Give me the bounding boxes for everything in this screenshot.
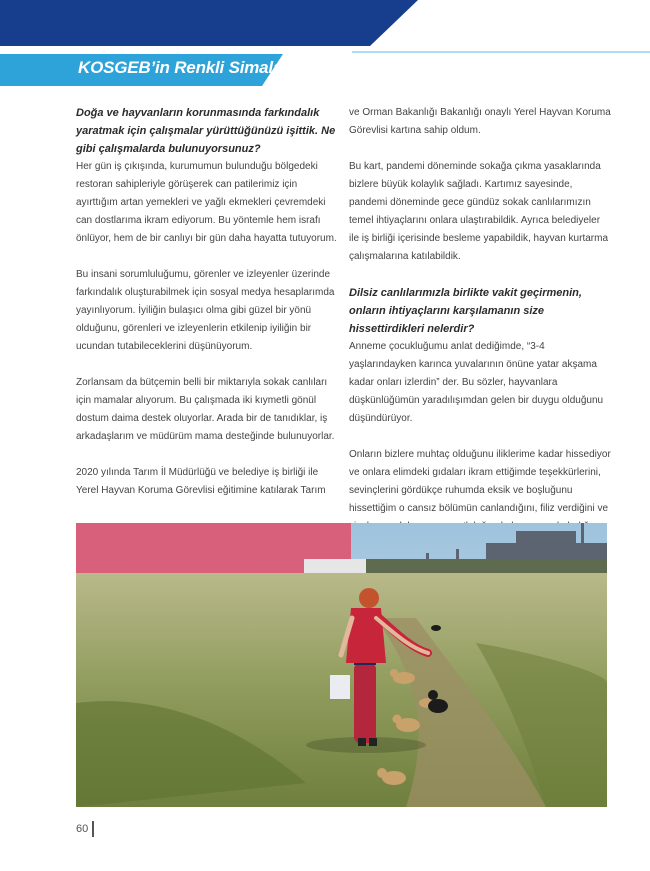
white-bag (330, 675, 350, 699)
left-column (76, 104, 338, 500)
page-number: 60 (76, 823, 89, 835)
paragraph: ve Orman Bakanlığı Bakanlığı onaylı Yerel Hayvan Koruma Görevlisi kartına sahip oldum. (349, 107, 611, 136)
header-navy-band (0, 0, 418, 46)
paragraph: Bu kart, pandemi döneminde sokağa çıkma yasaklarında bizlere büyük kolaylık sağladı. Kartımız sayesinde, pandemi döneminde gece gündüz sokak canlılarımızın temel ihtiyaçlarını onlara ulaştırabildik. Ayrıca belediyeler ile iş birliği içerisinde besleme yapabildik, hayvan kurtarma çalışmalarına katılabildik. (349, 161, 609, 262)
page-number-divider (92, 821, 94, 837)
paragraph: Onların bizlere muhtaç olduğunu iliklerime kadar hissediyor ve onlara elimdeki gıdaları ikram ettiğimde teşekkürlerini, sevinçlerini gördükçe ruhumda eksik ve boşluğunu hissettiğim o cansız bölümün canlandığını, filiz verdiğini ve (349, 449, 611, 514)
paragraph: Her gün iş çıkışında, kurumumun bulunduğu bölgedeki restoran sahipleriyle görüşerek can patilerimiz için ayırttığım artan yemekleri ve yağlı ekmekleri çevremdeki can dostlarıma ikram ediyorum. Bu yöntemle hem israfı önlüyor, hem de bir canlıyı bir gün daha hayatta tutuyorum. (76, 161, 337, 244)
question-2: Dilsiz canlılarımızla birlikte vakit geçirmenin, onların ihtiyaçlarını karşılamanın size hissettirdikleri nelerdir? (349, 287, 582, 335)
field-photo (76, 523, 607, 807)
paragraph: Bu insani sorumluluğumu, görenler ve izleyenler üzerinde farkındalık oluşturabilmek için sosyal medya hesaplarımda yayınlıyorum. İyiliğin bulaşıcı olma gibi güzel bir yönü olduğunu, görenleri ve izleyenlerin etkilenip iyiliğin bir ucundan tutabileceklerini düşünüyorum. (76, 269, 335, 352)
paragraph: Zorlansam da bütçemin belli bir miktarıyla sokak canlıları için mamalar alıyorum. Bu çalışmada iki kıymetli gönül dostum daima destek oluyorlar. Arada bir de tanıdıklar, iş arkadaşlarım ve müdürüm mama desteğinde bulunuyorlar. (76, 377, 335, 442)
question-1: Doğa ve hayvanların korunmasında farkındalık yaratmak için çalışmalar yürüttüğünüzü işittik. Ne gibi çalışmalarda bulunuyorsunuz? (76, 107, 336, 155)
photo-illustration (76, 523, 607, 807)
section-title: KOSGEB’in Renkli Simaları (78, 58, 294, 77)
paragraph: Anneme çocukluğumu anlat dediğimde, “3-4 yaşlarındayken karınca yuvalarının önüne yatar akşama kadar onları izlerdin” der. Bu sözler, hayvanlara düşkünlüğümün yaradılışımdan gelen bir duygu olduğunu düşündürüyor. (349, 341, 604, 424)
paragraph: 2020 yılında Tarım İl Müdürlüğü ve belediye iş birliği ile Yerel Hayvan Koruma Görevlisi eğitimine katılarak Tarım (76, 467, 326, 496)
right-column (349, 104, 611, 536)
